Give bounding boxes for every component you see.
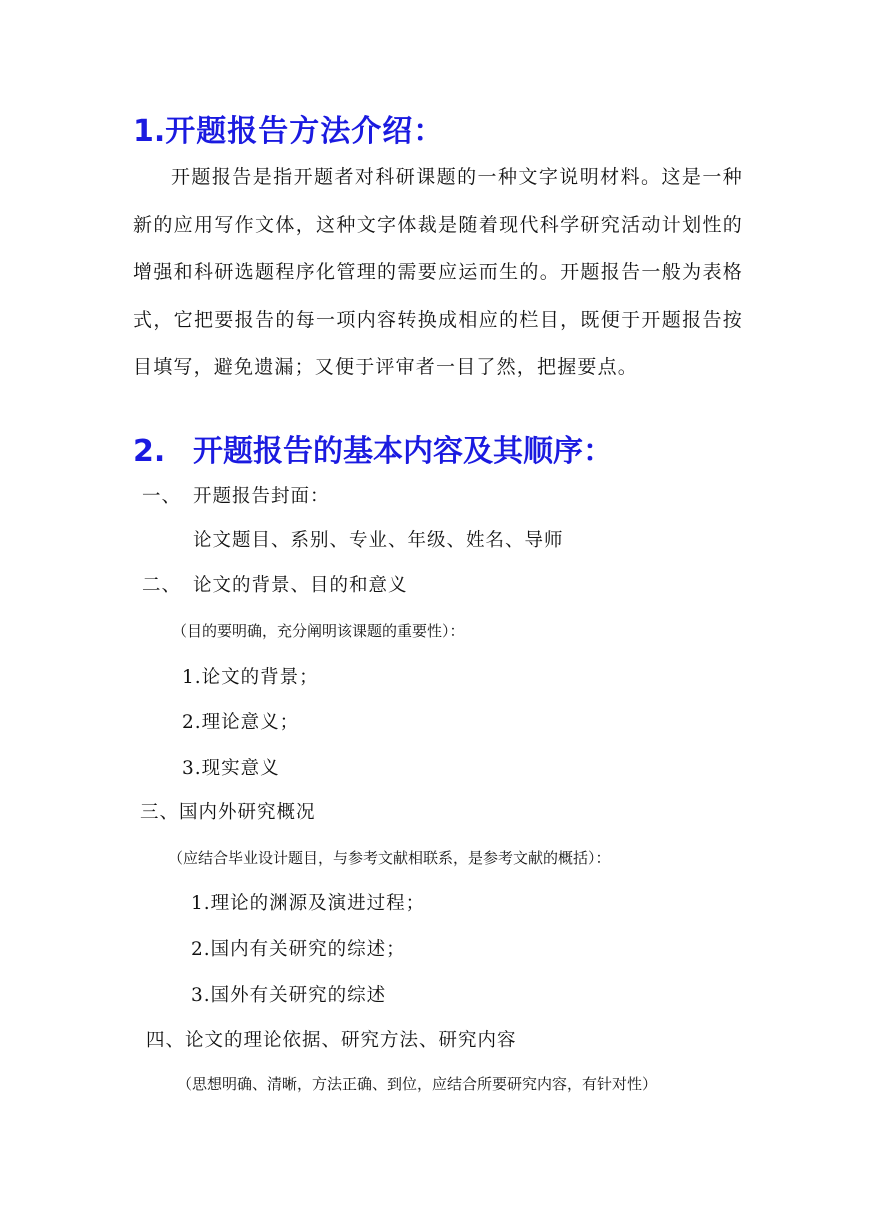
part3-item: 1.理论的渊源及演进过程； bbox=[191, 893, 426, 914]
part2-note: （目的要明确，充分阐明该课题的重要性）： bbox=[172, 622, 465, 640]
part1-label: 一、 bbox=[142, 486, 182, 507]
section2-heading-text: 开题报告的基本内容及其顺序： bbox=[193, 434, 613, 469]
part2-item: 3.现实意义 bbox=[182, 758, 280, 779]
section1-paragraph: 开题报告是指开题者对科研课题的一种文字说明材料。这是一种新的应用写作文体，这种文字体裁是随着现代科学研究活动计划性的增强和科研选题程序化管理的需要应运而生的。开题报告一般为表格式，它把要报告的每一项内容转换成相应的栏目，既便于开题报告按目填写，避免遗漏；又便于评审者一目了然，把握要点。 bbox=[133, 166, 743, 378]
section2-heading-number: 2. bbox=[133, 434, 166, 469]
part4-title: 四、论文的理论依据、研究方法、研究内容 bbox=[146, 1030, 517, 1051]
part3-title: 三、国内外研究概况 bbox=[140, 802, 316, 823]
part3-item: 2.国内有关研究的综述； bbox=[191, 939, 406, 960]
section1-heading-number: 1. bbox=[133, 114, 166, 149]
part2-label: 二、 bbox=[142, 575, 182, 596]
section1-heading-text: 开题报告方法介绍： bbox=[165, 114, 445, 149]
part2-title: 论文的背景、目的和意义 bbox=[193, 575, 408, 596]
section2-heading bbox=[133, 426, 613, 470]
part2-item: 1.论文的背景； bbox=[182, 667, 319, 688]
part3-item: 3.国外有关研究的综述 bbox=[191, 985, 387, 1006]
part1-content: 论文题目、系别、专业、年级、姓名、导师 bbox=[193, 530, 564, 551]
part3-note: （应结合毕业设计题目，与参考文献相联系，是参考文献的概括）： bbox=[168, 849, 611, 867]
part1-title: 开题报告封面： bbox=[193, 486, 330, 507]
part4-note: （思想明确、清晰，方法正确、到位，应结合所要研究内容，有针对性） bbox=[177, 1075, 658, 1093]
part2-item: 2.理论意义； bbox=[182, 712, 300, 733]
section1-heading bbox=[133, 106, 444, 150]
